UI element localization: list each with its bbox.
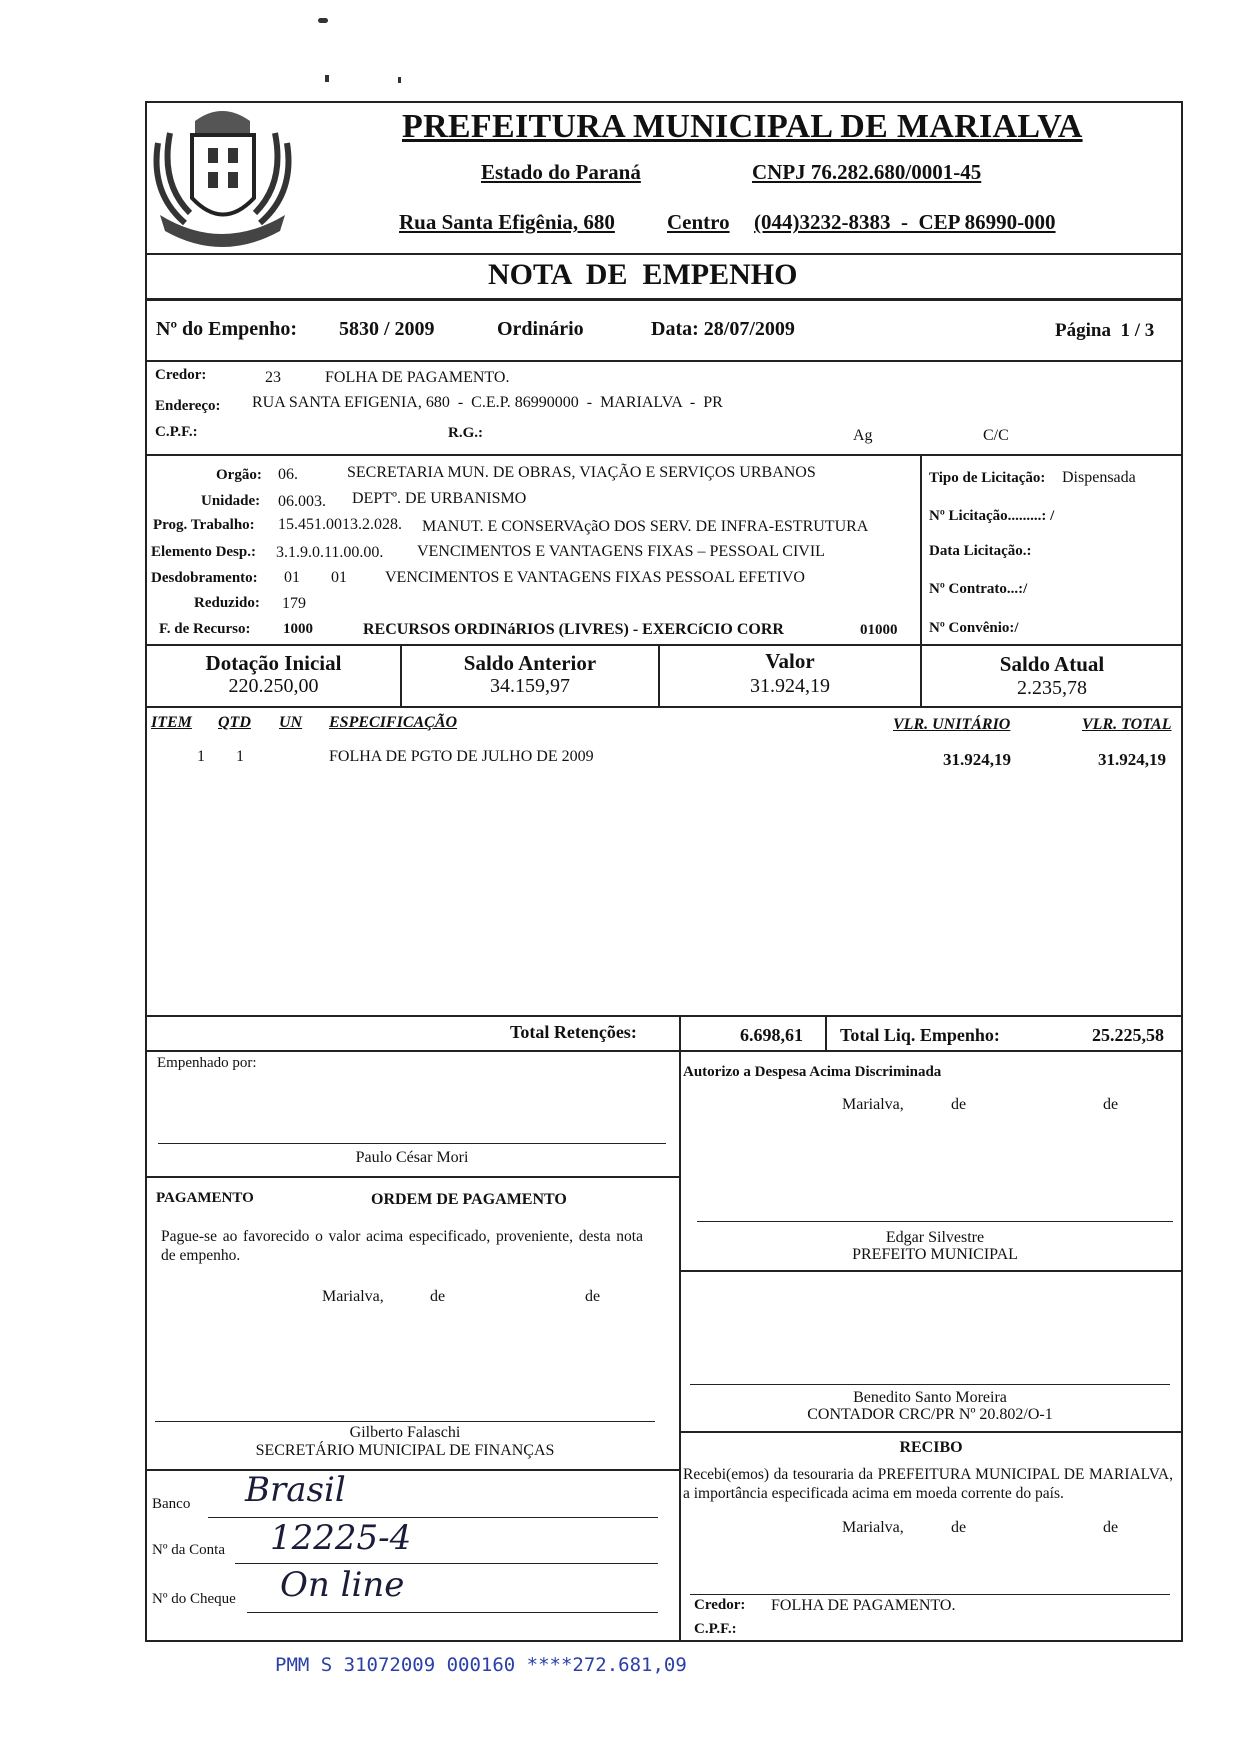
fonte-code: 1000 bbox=[283, 621, 313, 637]
recibo-text: Recebi(emos) da tesouraria da PREFEITURA MUNICIPAL DE MARIALVA, a importância especificada acima em moeda corrente do país. bbox=[683, 1466, 1173, 1502]
signature-line bbox=[155, 1421, 655, 1422]
recibo-place: Marialva, bbox=[842, 1519, 904, 1536]
cheque-handwritten: On line bbox=[280, 1565, 405, 1605]
dotacao-label: Dotação Inicial bbox=[205, 651, 342, 675]
divider bbox=[145, 454, 1183, 456]
divider bbox=[145, 1015, 1183, 1017]
endereco-value: RUA SANTA EFIGENIA, 680 - C.E.P. 86990000 - MARIALVA - PR bbox=[252, 394, 723, 411]
orgao-desc: SECRETARIA MUN. DE OBRAS, VIAÇÃO E SERVIÇOS URBANOS bbox=[347, 464, 816, 481]
divider bbox=[145, 644, 1183, 646]
numero-licitacao: Nº Licitação.........: / bbox=[929, 508, 1055, 524]
divider bbox=[825, 1015, 827, 1050]
pagamento-label: PAGAMENTO bbox=[156, 1190, 254, 1206]
cpf-label: C.P.F.: bbox=[155, 424, 198, 440]
liquido-label: Total Liq. Empenho: bbox=[840, 1025, 1000, 1045]
divider bbox=[679, 1431, 1183, 1433]
banco-label: Banco bbox=[152, 1496, 191, 1512]
saldo-anterior-value: 34.159,97 bbox=[490, 675, 570, 697]
divider bbox=[145, 298, 1183, 301]
row-total-value: 31.924,19 bbox=[1098, 750, 1166, 769]
col-qtd: QTD bbox=[218, 714, 251, 731]
fonte-label: F. de Recurso: bbox=[159, 621, 251, 637]
elemento-label: Elemento Desp.: bbox=[151, 544, 256, 560]
recibo-credor-value: FOLHA DE PAGAMENTO. bbox=[771, 1597, 956, 1614]
ordem-pagamento-label: ORDEM DE PAGAMENTO bbox=[371, 1191, 567, 1208]
conta-label: Nº da Conta bbox=[152, 1542, 225, 1558]
page-indicator: Página 1 / 3 bbox=[1055, 320, 1155, 341]
unidade-code: 06.003. bbox=[278, 493, 326, 510]
signature-line bbox=[690, 1594, 1170, 1595]
valor-value: 31.924,19 bbox=[750, 675, 830, 697]
reduzido-code: 179 bbox=[282, 595, 306, 612]
col-item: ITEM bbox=[151, 714, 192, 731]
col-spec: ESPECIFICAÇÃO bbox=[329, 714, 458, 731]
divider bbox=[920, 454, 922, 644]
empenhado-label: Empenhado por: bbox=[157, 1055, 257, 1071]
recibo-title: RECIBO bbox=[899, 1439, 963, 1456]
liquido-value: 25.225,58 bbox=[1092, 1025, 1164, 1045]
scan-mark bbox=[325, 75, 329, 82]
desdobramento-code-2: 01 bbox=[331, 569, 347, 586]
desdobramento-code-1: 01 bbox=[284, 569, 300, 586]
unidade-label: Unidade: bbox=[201, 493, 261, 509]
retencoes-label: Total Retenções: bbox=[510, 1022, 637, 1042]
phone-cep: (044)3232-8383 - CEP 86990-000 bbox=[754, 210, 1056, 234]
neighborhood: Centro bbox=[667, 210, 730, 234]
empenho-label: Nº do Empenho: bbox=[156, 318, 298, 340]
cheque-line bbox=[247, 1612, 658, 1613]
empenhado-signer: Paulo César Mori bbox=[355, 1149, 469, 1166]
contador-name: Benedito Santo Moreira bbox=[853, 1389, 1007, 1406]
conta-handwritten: 12225-4 bbox=[270, 1518, 412, 1558]
city-hall-title: PREFEITURA MUNICIPAL DE MARIALVA bbox=[402, 108, 1083, 145]
divider bbox=[145, 1469, 679, 1471]
recibo-de-2: de bbox=[1103, 1519, 1119, 1536]
saldo-atual-label: Saldo Atual bbox=[999, 652, 1105, 676]
row-spec: FOLHA DE PGTO DE JULHO DE 2009 bbox=[329, 748, 594, 765]
divider bbox=[679, 1015, 681, 1642]
divider bbox=[679, 1270, 1183, 1272]
orgao-label: Orgão: bbox=[216, 467, 262, 483]
empenho-type: Ordinário bbox=[497, 318, 584, 340]
retencoes-value: 6.698,61 bbox=[740, 1025, 803, 1045]
payment-stamp: PMM S 31072009 000160 ****272.681,09 bbox=[275, 1654, 687, 1676]
tipo-licitacao-value: Dispensada bbox=[1062, 469, 1136, 486]
endereco-label: Endereço: bbox=[155, 398, 221, 414]
pagamento-text: Pague-se ao favorecido o valor acima especificado, proveniente, desta nota de empenho. bbox=[161, 1228, 643, 1264]
recibo-cpf-label: C.P.F.: bbox=[694, 1621, 737, 1637]
signature-line bbox=[697, 1221, 1173, 1222]
credor-code: 23 bbox=[265, 369, 281, 386]
col-unit-value: VLR. UNITÁRIO bbox=[893, 716, 1011, 733]
signature-line bbox=[690, 1384, 1170, 1385]
unidade-desc: DEPTº. DE URBANISMO bbox=[352, 490, 527, 507]
pagamento-de-1: de bbox=[430, 1288, 446, 1305]
pagamento-de-2: de bbox=[585, 1288, 601, 1305]
data-licitacao: Data Licitação.: bbox=[929, 543, 1032, 559]
coat-of-arms-logo bbox=[150, 103, 295, 253]
cnpj: CNPJ 76.282.680/0001-45 bbox=[752, 160, 982, 184]
valor-label: Valor bbox=[765, 649, 815, 673]
banco-handwritten: Brasil bbox=[245, 1470, 346, 1510]
secretario-name: Gilberto Falaschi bbox=[349, 1424, 461, 1441]
tipo-licitacao-label: Tipo de Licitação: bbox=[929, 470, 1046, 486]
row-unit-value: 31.924,19 bbox=[943, 750, 1011, 769]
conta-line bbox=[235, 1563, 658, 1564]
prefeito-title: PREFEITO MUNICIPAL bbox=[852, 1246, 1018, 1263]
divider bbox=[145, 253, 1183, 255]
document-title: NOTA DE EMPENHO bbox=[488, 258, 798, 291]
contador-title: CONTADOR CRC/PR Nº 20.802/O-1 bbox=[807, 1406, 1053, 1423]
prog-code: 15.451.0013.2.028. bbox=[278, 516, 402, 533]
pagamento-place: Marialva, bbox=[322, 1288, 384, 1305]
prog-label: Prog. Trabalho: bbox=[153, 517, 255, 533]
autorizo-de-1: de bbox=[951, 1096, 967, 1113]
recibo-credor-label: Credor: bbox=[694, 1597, 746, 1613]
dotacao-value: 220.250,00 bbox=[228, 675, 319, 697]
desdobramento-desc: VENCIMENTOS E VANTAGENS FIXAS PESSOAL EFETIVO bbox=[385, 569, 805, 586]
numero-convenio: Nº Convênio:/ bbox=[929, 620, 1019, 636]
desdobramento-label: Desdobramento: bbox=[151, 570, 258, 586]
elemento-desc: VENCIMENTOS E VANTAGENS FIXAS – PESSOAL CIVIL bbox=[417, 543, 825, 560]
orgao-code: 06. bbox=[278, 466, 298, 483]
prefeito-name: Edgar Silvestre bbox=[885, 1229, 985, 1246]
rg-label: R.G.: bbox=[448, 425, 483, 441]
credor-label: Credor: bbox=[155, 367, 207, 383]
secretario-title: SECRETÁRIO MUNICIPAL DE FINANÇAS bbox=[255, 1442, 555, 1459]
divider bbox=[145, 1176, 679, 1178]
divider bbox=[145, 706, 1183, 708]
divider bbox=[145, 360, 1183, 362]
recibo-de-1: de bbox=[951, 1519, 967, 1536]
fonte-number: 01000 bbox=[860, 622, 898, 638]
prog-desc: MANUT. E CONSERVAçãO DOS SERV. DE INFRA-ESTRUTURA bbox=[422, 518, 869, 535]
empenho-date: Data: 28/07/2009 bbox=[651, 318, 795, 340]
street-address: Rua Santa Efigênia, 680 bbox=[399, 210, 615, 234]
row-item: 1 bbox=[197, 748, 205, 765]
col-un: UN bbox=[279, 714, 303, 731]
state-name: Estado do Paraná bbox=[481, 160, 641, 184]
credor-name: FOLHA DE PAGAMENTO. bbox=[325, 369, 510, 386]
signature-line bbox=[158, 1143, 666, 1144]
numero-contrato: Nº Contrato...:/ bbox=[929, 581, 1028, 597]
cheque-label: Nº do Cheque bbox=[152, 1591, 236, 1607]
agency-label: Ag bbox=[853, 427, 873, 444]
saldo-atual-value: 2.235,78 bbox=[1017, 677, 1087, 699]
account-label: C/C bbox=[983, 427, 1009, 444]
elemento-code: 3.1.9.0.11.00.00. bbox=[276, 544, 384, 561]
col-total-value: VLR. TOTAL bbox=[1082, 716, 1172, 733]
scan-mark bbox=[318, 18, 328, 23]
saldo-anterior-label: Saldo Anterior bbox=[463, 651, 597, 675]
autorizo-label: Autorizo a Despesa Acima Discriminada bbox=[683, 1064, 942, 1080]
divider bbox=[145, 1050, 1183, 1052]
reduzido-label: Reduzido: bbox=[194, 595, 260, 611]
autorizo-de-2: de bbox=[1103, 1096, 1119, 1113]
empenho-number: 5830 / 2009 bbox=[339, 318, 435, 340]
fonte-desc: RECURSOS ORDINáRIOS (LIVRES) - EXERCíCIO CORR bbox=[363, 621, 784, 638]
autorizo-place: Marialva, bbox=[842, 1096, 904, 1113]
row-qtd: 1 bbox=[236, 748, 244, 765]
scan-mark bbox=[398, 77, 401, 83]
